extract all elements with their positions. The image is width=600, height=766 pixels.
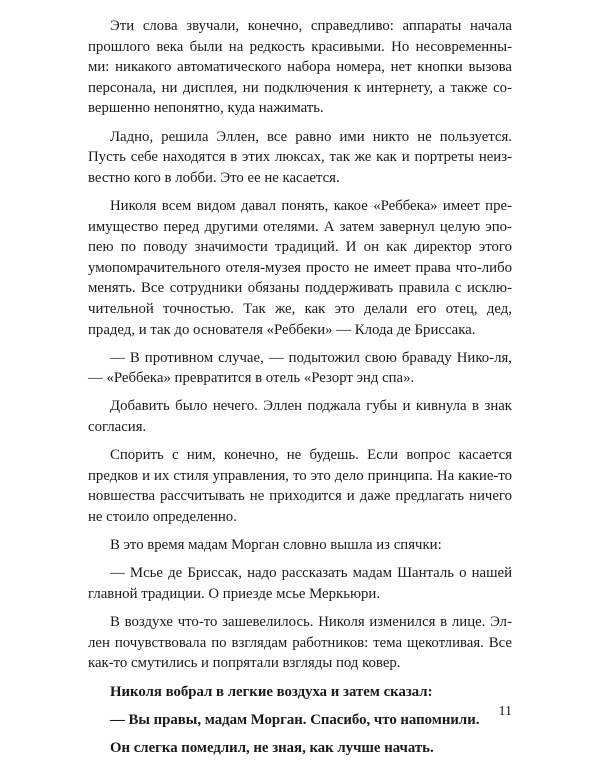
paragraph-1: Эти слова звучали, конечно, справедливо: аппараты начала прошлого века были на редкость красивыми. Но несовременны-ми: никакого автоматического набора номера, нет кнопки вызова персонала, ни дисплея, ни подключения к интернету, а также со-вершенно непонятно, куда нажимать. (88, 18, 512, 117)
paragraph-2: Ладно, решила Эллен, все равно ими никто не пользуется. Пусть себе находятся в этих люксах, так же как и портреты неиз-вестно кого в лобби. Это ее не касается. (88, 128, 512, 186)
book-page (88, 16, 512, 766)
paragraph-7: В это время мадам Морган словно вышла из спячки: (110, 537, 442, 554)
paragraph-11: — Вы правы, мадам Морган. Спасибо, что напомнили. (110, 711, 480, 728)
paragraph-12: Он слегка помедлил, не зная, как лучше начать. (110, 739, 434, 756)
page-number: 11 (498, 704, 512, 719)
paragraph-5: Добавить было нечего. Эллен поджала губы и кивнула в знак согласия. (88, 398, 512, 436)
paragraph-8: — Мсье де Бриссак, надо рассказать мадам Шанталь о нашей главной традиции. О приезде мсье Меркьюри. (88, 565, 512, 602)
paragraph-6: Спорить с ним, конечно, не будешь. Если вопрос касается предков и их стиля управления, то это дело принципа. На какие-то новшества рассчитывать не приходится и даже предлагать ничего не стоило определенно. (88, 447, 512, 526)
paragraph-9: В воздухе что-то зашевелилось. Николя изменился в лице. Эл-лен почувствовала по взглядам работников: тема щекотливая. Все как-то смутились и попрятали взгляды под ковер. (88, 614, 512, 672)
paragraph-4: — В противном случае, — подытожил свою браваду Нико-ля, — «Реббека» превратится в отель «Резорт энд спа». (88, 349, 512, 387)
paragraph-3: Николя всем видом давал понять, какое «Реббека» имеет пре-имущество перед другими отелями. А затем завернул целую эпо-пею по поводу значимости традиций. И он как директор этого умопомрачительного отеля-музея просто не имеет права что-либо менять. Все сотрудники обязаны поддерживать правила с исклю-чительной точностью. Так же, как это делали его отец, дед, прадед, и так до основателя «Реббеки» — Клода де Бриссака. (88, 197, 512, 338)
paragraph-10: Николя вобрал в легкие воздуха и затем сказал: (110, 683, 433, 700)
